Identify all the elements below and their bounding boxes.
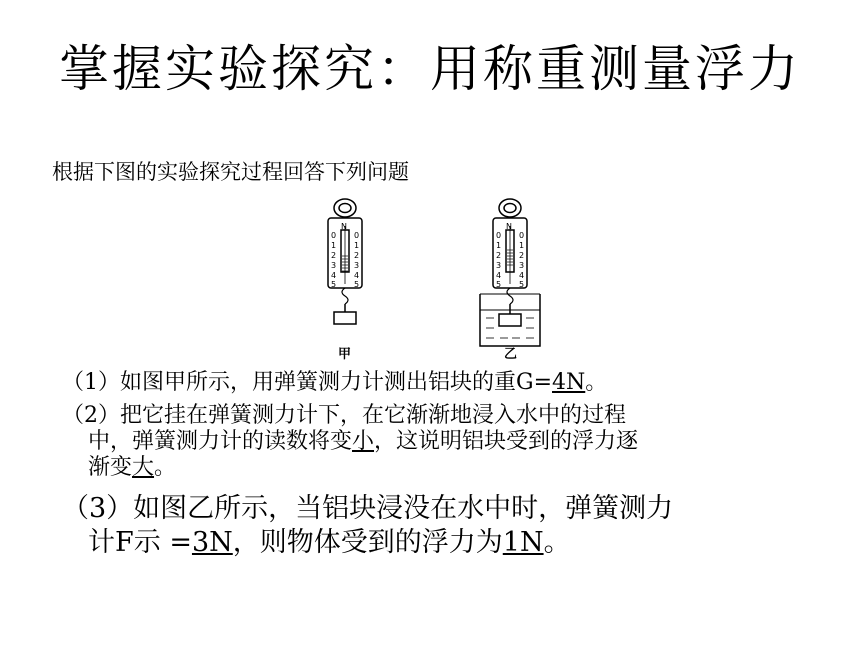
q1-end: 。 [585, 370, 608, 395]
svg-text:5: 5 [354, 280, 360, 289]
svg-text:5: 5 [496, 280, 502, 289]
svg-text:4: 4 [354, 271, 360, 280]
q3-line1: （3）如图乙所示，当铝块浸没在水中时，弹簧测力 [62, 493, 674, 524]
q2-line1: （2）把它挂在弹簧测力计下，在它渐渐地浸入水中的过程 [62, 403, 626, 428]
q3-answer1: 3N [191, 527, 233, 558]
spring-scale-figure [300, 196, 560, 366]
svg-text:3: 3 [496, 261, 502, 270]
question-1 [62, 370, 607, 396]
spring-scale-diagram [300, 196, 560, 366]
svg-text:5: 5 [519, 280, 525, 289]
svg-text:3: 3 [519, 261, 525, 270]
question-2 [62, 403, 638, 481]
q3-line2: 计F示 =3N，则物体受到的浮力为1N。 [88, 527, 571, 558]
svg-text:3: 3 [331, 261, 337, 270]
svg-text:0: 0 [496, 231, 502, 240]
unit-label-a: N [341, 222, 347, 231]
svg-text:2: 2 [519, 251, 525, 260]
svg-text:1: 1 [496, 241, 502, 250]
page-title: 掌握实验探究：用称重测量浮力 [59, 40, 801, 98]
svg-text:1: 1 [331, 241, 337, 250]
svg-text:2: 2 [496, 251, 502, 260]
svg-text:4: 4 [331, 271, 337, 280]
svg-text:5: 5 [331, 280, 337, 289]
q2-answer1: 小 [352, 429, 375, 454]
q3-answer2: 1N [502, 527, 544, 558]
svg-text:2: 2 [331, 251, 337, 260]
svg-text:0: 0 [331, 231, 337, 240]
unit-label-b: N [506, 222, 512, 231]
question-prompt: 根据下图的实验探究过程回答下列问题 [52, 160, 409, 184]
svg-text:1: 1 [519, 241, 525, 250]
svg-text:1: 1 [354, 241, 360, 250]
svg-text:4: 4 [519, 271, 525, 280]
figure-label-b: 乙 [504, 347, 518, 362]
svg-text:2: 2 [354, 251, 360, 260]
svg-text:0: 0 [354, 231, 360, 240]
svg-text:0: 0 [519, 231, 525, 240]
q2-answer2: 大 [132, 455, 155, 480]
question-3 [62, 492, 673, 560]
figure-label-a: 甲 [338, 347, 352, 362]
svg-text:3: 3 [354, 261, 360, 270]
q2-line3: 渐变大。 [88, 455, 177, 480]
q1-answer: 4N [552, 370, 586, 395]
svg-text:4: 4 [496, 271, 502, 280]
q1-text: （1）如图甲所示，用弹簧测力计测出铝块的重G= [62, 370, 553, 395]
q2-line2: 中，弹簧测力计的读数将变小，这说明铝块受到的浮力逐 [88, 429, 639, 454]
